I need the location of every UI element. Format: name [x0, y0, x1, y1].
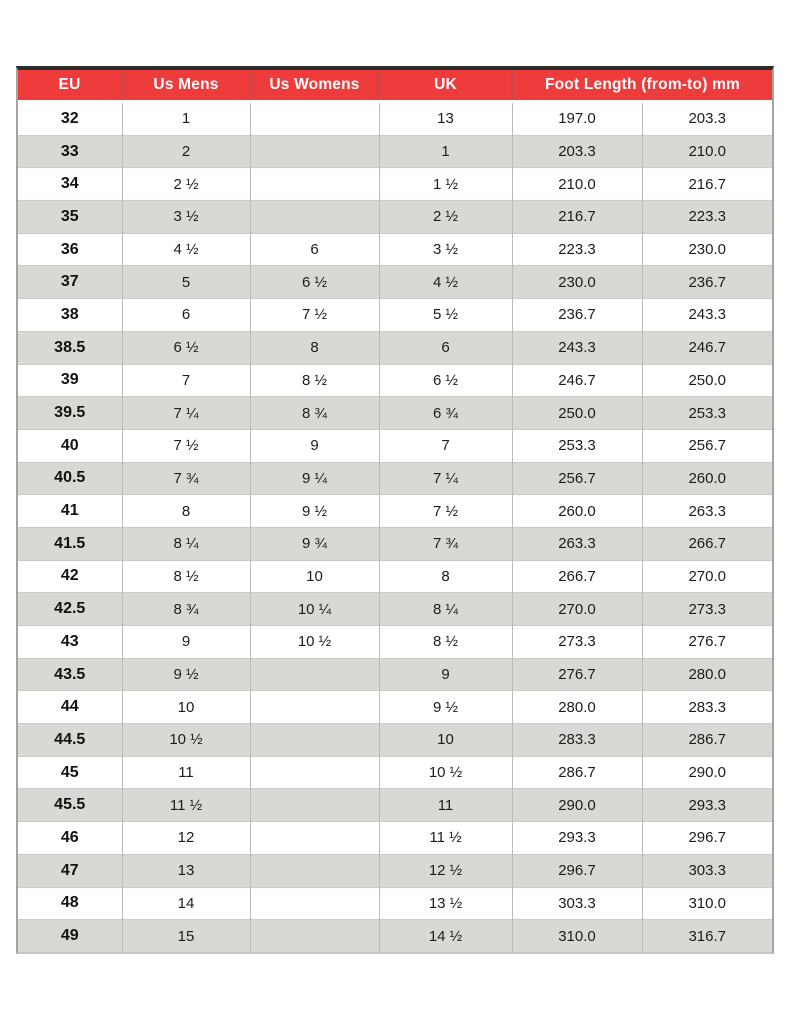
cell-foot-length-from: 203.3 — [512, 135, 642, 168]
cell-uk: 14 ½ — [379, 920, 512, 952]
cell-foot-length-to: 216.7 — [642, 168, 772, 201]
cell-us-womens — [250, 724, 379, 757]
table-row — [18, 756, 772, 789]
cell-uk: 7 ¼ — [379, 462, 512, 495]
cell-us-mens: 5 — [122, 266, 250, 299]
cell-foot-length-from: 303.3 — [512, 887, 642, 920]
table-row — [18, 429, 772, 462]
cell-uk: 8 ¼ — [379, 593, 512, 626]
cell-us-mens: 4 ½ — [122, 233, 250, 266]
cell-us-mens: 13 — [122, 854, 250, 887]
cell-uk: 11 — [379, 789, 512, 822]
header-row — [18, 70, 772, 102]
cell-foot-length-to: 203.3 — [642, 102, 772, 136]
cell-us-womens: 6 — [250, 233, 379, 266]
cell-foot-length-to: 273.3 — [642, 593, 772, 626]
cell-foot-length-from: 290.0 — [512, 789, 642, 822]
table-row — [18, 266, 772, 299]
cell-uk: 10 ½ — [379, 756, 512, 789]
cell-us-mens: 7 — [122, 364, 250, 397]
col-header-foot-length: Foot Length (from-to) mm — [512, 70, 772, 102]
cell-eu: 41 — [18, 495, 122, 528]
cell-us-mens: 2 ½ — [122, 168, 250, 201]
cell-us-mens: 6 ½ — [122, 331, 250, 364]
cell-us-mens: 9 — [122, 626, 250, 659]
cell-foot-length-to: 296.7 — [642, 822, 772, 855]
cell-eu: 45.5 — [18, 789, 122, 822]
cell-us-mens: 7 ¼ — [122, 397, 250, 430]
cell-us-womens: 7 ½ — [250, 299, 379, 332]
size-table — [18, 70, 772, 952]
table-row — [18, 920, 772, 952]
cell-foot-length-to: 310.0 — [642, 887, 772, 920]
cell-foot-length-from: 276.7 — [512, 658, 642, 691]
size-chart — [16, 66, 774, 954]
cell-foot-length-from: 263.3 — [512, 527, 642, 560]
cell-us-mens: 10 — [122, 691, 250, 724]
cell-eu: 44.5 — [18, 724, 122, 757]
cell-foot-length-from: 266.7 — [512, 560, 642, 593]
cell-foot-length-from: 283.3 — [512, 724, 642, 757]
cell-foot-length-from: 246.7 — [512, 364, 642, 397]
size-table-header — [18, 70, 772, 102]
cell-us-mens: 8 ½ — [122, 560, 250, 593]
cell-us-mens: 10 ½ — [122, 724, 250, 757]
cell-us-mens: 2 — [122, 135, 250, 168]
cell-foot-length-to: 210.0 — [642, 135, 772, 168]
cell-foot-length-from: 250.0 — [512, 397, 642, 430]
table-row — [18, 233, 772, 266]
cell-us-womens: 6 ½ — [250, 266, 379, 299]
table-row — [18, 299, 772, 332]
cell-foot-length-from: 256.7 — [512, 462, 642, 495]
cell-us-mens: 8 ¼ — [122, 527, 250, 560]
cell-foot-length-from: 223.3 — [512, 233, 642, 266]
table-row — [18, 626, 772, 659]
cell-foot-length-from: 286.7 — [512, 756, 642, 789]
cell-us-mens: 9 ½ — [122, 658, 250, 691]
table-row — [18, 560, 772, 593]
cell-us-mens: 12 — [122, 822, 250, 855]
cell-uk: 13 — [379, 102, 512, 136]
cell-eu: 44 — [18, 691, 122, 724]
cell-us-womens — [250, 920, 379, 952]
cell-eu: 36 — [18, 233, 122, 266]
cell-us-womens: 10 ¼ — [250, 593, 379, 626]
cell-us-mens: 1 — [122, 102, 250, 136]
cell-eu: 38 — [18, 299, 122, 332]
cell-foot-length-from: 310.0 — [512, 920, 642, 952]
cell-foot-length-to: 263.3 — [642, 495, 772, 528]
cell-uk: 8 ½ — [379, 626, 512, 659]
cell-foot-length-from: 296.7 — [512, 854, 642, 887]
cell-uk: 7 ½ — [379, 495, 512, 528]
cell-eu: 43 — [18, 626, 122, 659]
cell-uk: 6 ½ — [379, 364, 512, 397]
cell-eu: 46 — [18, 822, 122, 855]
cell-us-womens — [250, 691, 379, 724]
cell-uk: 10 — [379, 724, 512, 757]
cell-eu: 48 — [18, 887, 122, 920]
cell-us-womens — [250, 756, 379, 789]
cell-us-mens: 7 ¾ — [122, 462, 250, 495]
cell-us-womens — [250, 102, 379, 136]
table-row — [18, 527, 772, 560]
cell-eu: 47 — [18, 854, 122, 887]
cell-uk: 2 ½ — [379, 201, 512, 234]
cell-uk: 3 ½ — [379, 233, 512, 266]
cell-us-mens: 6 — [122, 299, 250, 332]
cell-us-womens: 9 ¾ — [250, 527, 379, 560]
cell-us-womens: 10 ½ — [250, 626, 379, 659]
cell-uk: 9 ½ — [379, 691, 512, 724]
table-row — [18, 822, 772, 855]
col-header-us-womens: Us Womens — [250, 70, 379, 102]
cell-us-mens: 3 ½ — [122, 201, 250, 234]
table-row — [18, 201, 772, 234]
table-row — [18, 724, 772, 757]
cell-uk: 8 — [379, 560, 512, 593]
cell-foot-length-to: 303.3 — [642, 854, 772, 887]
col-header-eu: EU — [18, 70, 122, 102]
cell-uk: 4 ½ — [379, 266, 512, 299]
cell-eu: 38.5 — [18, 331, 122, 364]
cell-foot-length-to: 280.0 — [642, 658, 772, 691]
table-row — [18, 593, 772, 626]
cell-foot-length-from: 260.0 — [512, 495, 642, 528]
table-row — [18, 789, 772, 822]
cell-foot-length-to: 293.3 — [642, 789, 772, 822]
col-header-uk: UK — [379, 70, 512, 102]
cell-foot-length-to: 266.7 — [642, 527, 772, 560]
cell-uk: 11 ½ — [379, 822, 512, 855]
cell-us-mens: 11 — [122, 756, 250, 789]
cell-us-womens: 9 — [250, 429, 379, 462]
cell-uk: 6 — [379, 331, 512, 364]
cell-eu: 42.5 — [18, 593, 122, 626]
cell-foot-length-to: 230.0 — [642, 233, 772, 266]
cell-us-womens — [250, 168, 379, 201]
cell-foot-length-from: 253.3 — [512, 429, 642, 462]
size-table-body — [18, 102, 772, 952]
cell-foot-length-to: 250.0 — [642, 364, 772, 397]
cell-us-mens: 8 — [122, 495, 250, 528]
cell-foot-length-to: 276.7 — [642, 626, 772, 659]
cell-foot-length-from: 210.0 — [512, 168, 642, 201]
table-row — [18, 887, 772, 920]
cell-foot-length-to: 256.7 — [642, 429, 772, 462]
cell-eu: 33 — [18, 135, 122, 168]
cell-foot-length-to: 243.3 — [642, 299, 772, 332]
cell-foot-length-to: 260.0 — [642, 462, 772, 495]
cell-us-womens: 8 — [250, 331, 379, 364]
cell-uk: 12 ½ — [379, 854, 512, 887]
cell-eu: 34 — [18, 168, 122, 201]
cell-eu: 49 — [18, 920, 122, 952]
cell-us-womens — [250, 854, 379, 887]
cell-us-womens: 9 ¼ — [250, 462, 379, 495]
table-row — [18, 462, 772, 495]
cell-eu: 35 — [18, 201, 122, 234]
cell-uk: 7 ¾ — [379, 527, 512, 560]
cell-eu: 43.5 — [18, 658, 122, 691]
table-row — [18, 331, 772, 364]
cell-eu: 40 — [18, 429, 122, 462]
cell-eu: 45 — [18, 756, 122, 789]
table-row — [18, 364, 772, 397]
cell-foot-length-from: 197.0 — [512, 102, 642, 136]
cell-us-mens: 8 ¾ — [122, 593, 250, 626]
col-header-us-mens: Us Mens — [122, 70, 250, 102]
table-row — [18, 102, 772, 136]
cell-foot-length-to: 223.3 — [642, 201, 772, 234]
cell-us-womens — [250, 822, 379, 855]
cell-us-womens — [250, 135, 379, 168]
table-row — [18, 854, 772, 887]
cell-us-mens: 14 — [122, 887, 250, 920]
cell-us-mens: 15 — [122, 920, 250, 952]
cell-foot-length-to: 246.7 — [642, 331, 772, 364]
table-row — [18, 495, 772, 528]
cell-foot-length-from: 270.0 — [512, 593, 642, 626]
cell-foot-length-from: 293.3 — [512, 822, 642, 855]
cell-foot-length-from: 273.3 — [512, 626, 642, 659]
cell-foot-length-from: 216.7 — [512, 201, 642, 234]
cell-uk: 1 — [379, 135, 512, 168]
cell-eu: 40.5 — [18, 462, 122, 495]
cell-us-womens: 8 ¾ — [250, 397, 379, 430]
cell-foot-length-to: 283.3 — [642, 691, 772, 724]
cell-foot-length-from: 280.0 — [512, 691, 642, 724]
cell-eu: 42 — [18, 560, 122, 593]
table-row — [18, 658, 772, 691]
cell-uk: 6 ¾ — [379, 397, 512, 430]
cell-us-womens: 10 — [250, 560, 379, 593]
cell-eu: 39.5 — [18, 397, 122, 430]
cell-uk: 7 — [379, 429, 512, 462]
cell-uk: 13 ½ — [379, 887, 512, 920]
table-row — [18, 397, 772, 430]
cell-us-womens — [250, 201, 379, 234]
cell-foot-length-to: 290.0 — [642, 756, 772, 789]
cell-uk: 9 — [379, 658, 512, 691]
cell-foot-length-to: 253.3 — [642, 397, 772, 430]
cell-us-womens — [250, 887, 379, 920]
table-row — [18, 691, 772, 724]
cell-foot-length-to: 270.0 — [642, 560, 772, 593]
cell-us-womens: 9 ½ — [250, 495, 379, 528]
table-row — [18, 168, 772, 201]
cell-us-womens — [250, 658, 379, 691]
cell-foot-length-from: 230.0 — [512, 266, 642, 299]
cell-foot-length-to: 286.7 — [642, 724, 772, 757]
cell-us-mens: 7 ½ — [122, 429, 250, 462]
cell-us-womens: 8 ½ — [250, 364, 379, 397]
cell-foot-length-from: 243.3 — [512, 331, 642, 364]
cell-eu: 32 — [18, 102, 122, 136]
cell-foot-length-from: 236.7 — [512, 299, 642, 332]
table-row — [18, 135, 772, 168]
cell-eu: 37 — [18, 266, 122, 299]
cell-us-womens — [250, 789, 379, 822]
cell-uk: 5 ½ — [379, 299, 512, 332]
cell-eu: 39 — [18, 364, 122, 397]
cell-eu: 41.5 — [18, 527, 122, 560]
cell-us-mens: 11 ½ — [122, 789, 250, 822]
cell-foot-length-to: 316.7 — [642, 920, 772, 952]
cell-uk: 1 ½ — [379, 168, 512, 201]
cell-foot-length-to: 236.7 — [642, 266, 772, 299]
